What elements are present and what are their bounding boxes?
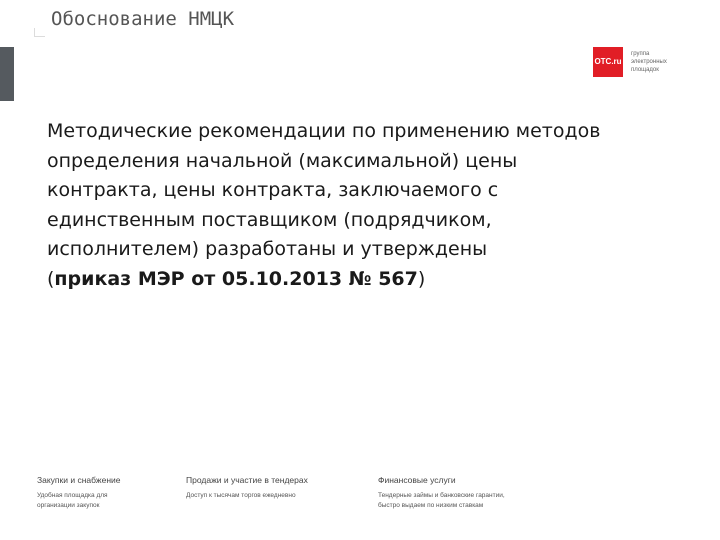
order-reference: приказ МЭР от 05.10.2013 № 567 bbox=[54, 267, 418, 290]
logo-caption-line: электронных bbox=[631, 59, 667, 65]
side-accent-bar bbox=[0, 47, 14, 101]
footer-text: Доступ к тысячам торгов ежедневно bbox=[186, 492, 296, 499]
paragraph-line: определения начальной (максимальной) цены bbox=[47, 149, 518, 172]
footer-heading: Финансовые услуги bbox=[378, 475, 456, 485]
main-paragraph bbox=[47, 117, 677, 294]
footer bbox=[0, 475, 720, 525]
logo-mark: OTC.ru bbox=[593, 47, 623, 77]
page-title: Обоснование НМЦК bbox=[51, 8, 235, 30]
logo-caption-line: площадок bbox=[631, 67, 659, 73]
footer-column-procurement bbox=[37, 475, 121, 511]
paragraph-line: контракта, цены контракта, заключаемого с bbox=[47, 179, 499, 201]
footer-column-finance bbox=[378, 475, 505, 511]
paren-close: ) bbox=[417, 267, 426, 290]
paren-open: ( bbox=[47, 267, 55, 290]
footer-column-sales bbox=[186, 475, 308, 501]
footer-text: Тендерные займы и банковские гарантии, bbox=[378, 492, 505, 499]
title-corner-mark bbox=[34, 28, 45, 37]
footer-text: быстро выдаем по низким ставкам bbox=[378, 502, 484, 509]
paragraph-line: единственным поставщиком (подрядчиком, bbox=[47, 208, 492, 231]
logo-caption-line: группа bbox=[631, 51, 650, 57]
footer-text: Удобная площадка для bbox=[37, 492, 108, 499]
otc-logo bbox=[593, 47, 693, 77]
footer-text: организации закупок bbox=[37, 502, 100, 509]
paragraph-line: исполнителем) разработаны и утверждены bbox=[47, 238, 488, 260]
logo-caption bbox=[631, 50, 693, 74]
footer-heading: Закупки и снабжение bbox=[37, 475, 121, 485]
paragraph-line: Методические рекомендации по применению методов bbox=[47, 120, 601, 142]
footer-heading: Продажи и участие в тендерах bbox=[186, 475, 308, 485]
paragraph-line-order bbox=[47, 265, 677, 295]
header bbox=[0, 0, 300, 40]
